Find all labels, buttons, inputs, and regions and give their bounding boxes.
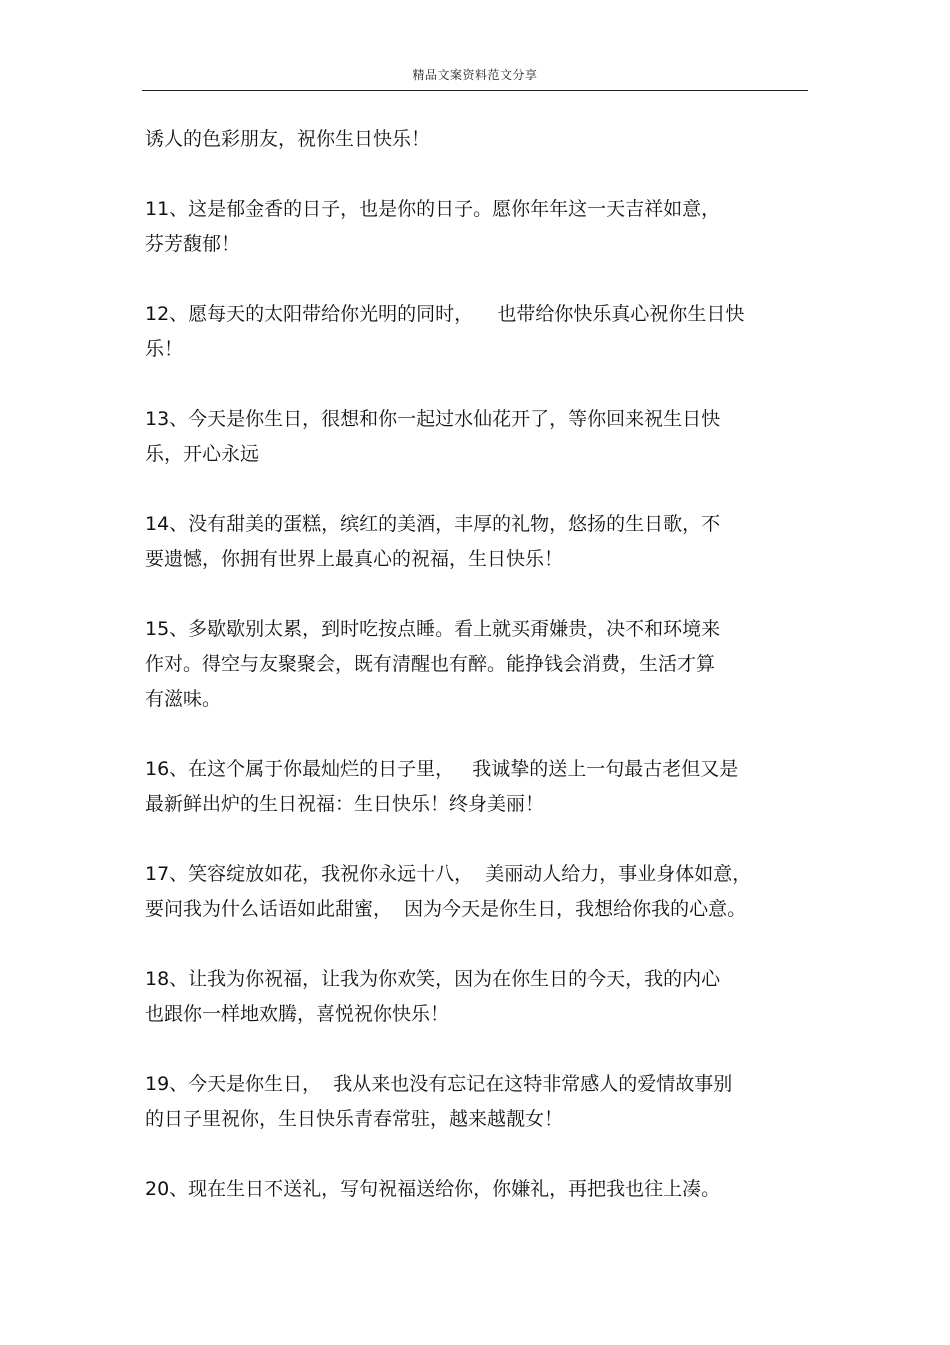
paragraph-line: 有滋味。 <box>145 688 222 710</box>
paragraph <box>145 612 805 717</box>
paragraph-line: 12、愿每天的太阳带给你光明的同时， 也带给你快乐真心祝你生日快 <box>145 303 745 325</box>
paragraph <box>145 122 805 157</box>
paragraph <box>145 962 805 1032</box>
paragraph-line: 也跟你一样地欢腾，喜悦祝你快乐！ <box>145 1003 450 1025</box>
paragraph-line: 要问我为什么话语如此甜蜜， 因为今天是你生日，我想给你我的心意。 <box>145 898 747 920</box>
header-divider <box>142 90 808 91</box>
paragraph-line: 19、今天是你生日， 我从来也没有忘记在这特非常感人的爱情故事别 <box>145 1073 733 1095</box>
paragraph-line: 14、没有甜美的蛋糕，缤红的美酒，丰厚的礼物，悠扬的生日歌，不 <box>145 513 721 535</box>
paragraph-line: 15、多歇歇别太累，到时吃按点睡。看上就买甭嫌贵，决不和环境来 <box>145 618 721 640</box>
paragraph <box>145 507 805 577</box>
paragraph-line: 17、笑容绽放如花，我祝你永远十八， 美丽动人给力，事业身体如意， <box>145 863 752 885</box>
paragraph-line: 作对。得空与友聚聚会，既有清醒也有醉。能挣钱会消费，生活才算 <box>145 653 716 675</box>
paragraph <box>145 752 805 822</box>
paragraph-line: 20、现在生日不送礼，写句祝福送给你，你嫌礼，再把我也往上凑。 <box>145 1178 721 1200</box>
paragraph-line: 最新鲜出炉的生日祝福：生日快乐！终身美丽！ <box>145 793 545 815</box>
paragraph <box>145 192 805 262</box>
paragraph <box>145 297 805 367</box>
paragraph-line: 乐！ <box>145 338 184 360</box>
document-body <box>145 122 805 1207</box>
paragraph-line: 的日子里祝你，生日快乐青春常驻，越来越靓女！ <box>145 1108 564 1130</box>
paragraph <box>145 402 805 472</box>
paragraph-line: 11、这是郁金香的日子，也是你的日子。愿你年年这一天吉祥如意， <box>145 198 721 220</box>
paragraph-line: 18、让我为你祝福，让我为你欢笑，因为在你生日的今天，我的内心 <box>145 968 721 990</box>
paragraph-line: 16、在这个属于你最灿烂的日子里， 我诚挚的送上一句最古老但又是 <box>145 758 739 780</box>
paragraph <box>145 857 805 927</box>
paragraph-line: 乐，开心永远 <box>145 443 260 465</box>
paragraph-line: 芬芳馥郁！ <box>145 233 241 255</box>
paragraph <box>145 1067 805 1137</box>
page-header-title: 精品文案资料范文分享 <box>412 68 538 82</box>
paragraph <box>145 1172 805 1207</box>
paragraph-line: 诱人的色彩朋友，祝你生日快乐！ <box>145 128 431 150</box>
paragraph-line: 要遗憾，你拥有世界上最真心的祝福，生日快乐！ <box>145 548 564 570</box>
paragraph-line: 13、今天是你生日，很想和你一起过水仙花开了，等你回来祝生日快 <box>145 408 721 430</box>
